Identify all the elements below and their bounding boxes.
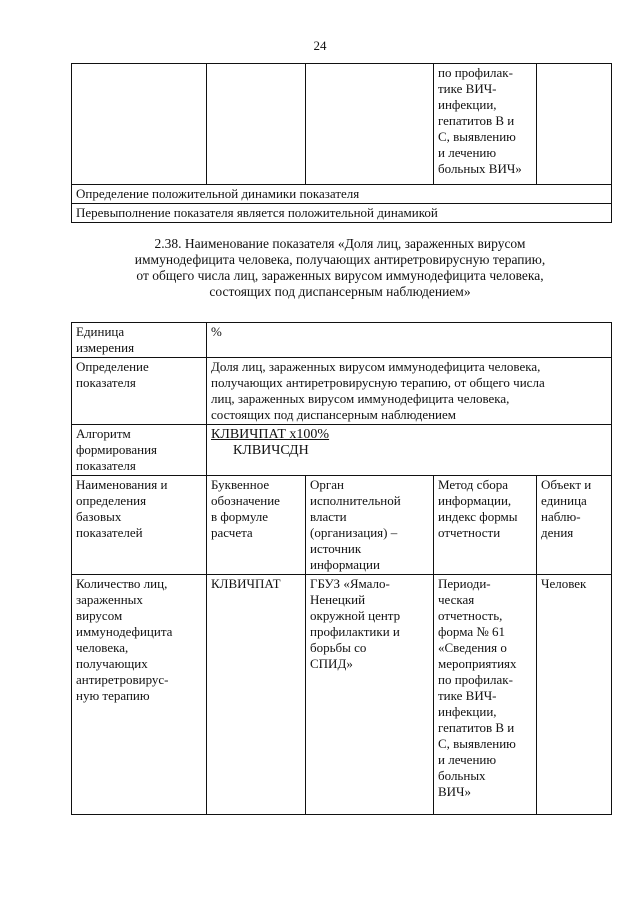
row-source: ГБУЗ «Ямало- Ненецкий окружной центр профилактики и борьбы со СПИД» xyxy=(306,575,434,815)
dynamics-label: Определение положительной динамики показателя xyxy=(72,185,612,204)
row-method: Периоди- ческая отчетность, форма № 61 «Сведения о мероприятиях по профилак- тике ВИЧ- инфекции, гепатитов В и С, выявлению и лечению больных ВИЧ» xyxy=(434,575,537,815)
unit-label: Единица измерения xyxy=(72,323,207,358)
definition-label: Определение показателя xyxy=(72,358,207,425)
header-object: Объект и единица наблю- дения xyxy=(537,476,612,575)
indicator-table xyxy=(71,322,612,815)
row-letter-code: КЛВИЧПАТ xyxy=(207,575,306,815)
section-heading: 2.38. Наименование показателя «Доля лиц, зараженных вирусом иммунодефицита человека, получающих антиретровирусную терапию, от общего числа лиц, зараженных вирусом иммунодефицита человека, состоящих под диспансерным наблюдением» xyxy=(134,236,546,299)
formula-denominator: КЛВИЧСДН xyxy=(233,443,309,458)
row-indicator-name: Количество лиц, зараженных вирусом иммунодефицита человека, получающих антиретровирус- ную терапию xyxy=(72,575,207,815)
empty-cell xyxy=(537,64,612,185)
algorithm-label: Алгоритм формирования показателя xyxy=(72,425,207,476)
row-object: Человек xyxy=(537,575,612,815)
dynamics-value: Перевыполнение показателя является положительной динамикой xyxy=(72,204,612,223)
header-source: Орган исполнительной власти (организация) – источник информации xyxy=(306,476,434,575)
header-letter-code: Буквенное обозначение в формуле расчета xyxy=(207,476,306,575)
definition-value: Доля лиц, зараженных вирусом иммунодефицита человека, получающих антиретровирусную терапию, от общего числа лиц, зараженных вирусом иммунодефицита человека, состоящих под диспансерным наблюдением xyxy=(207,358,612,425)
formula-numerator: КЛВИЧПАТ x100% xyxy=(211,427,330,442)
formula xyxy=(207,425,612,476)
empty-cell xyxy=(72,64,207,185)
header-base-indicators: Наименования и определения базовых показателей xyxy=(72,476,207,575)
empty-cell xyxy=(306,64,434,185)
continued-method-cell: по профилак- тике ВИЧ- инфекции, гепатитов В и С, выявлению и лечению больных ВИЧ» xyxy=(434,64,537,185)
page-number: 24 xyxy=(313,38,327,53)
empty-cell xyxy=(207,64,306,185)
unit-value: % xyxy=(207,323,612,358)
continued-table xyxy=(71,63,612,223)
header-method: Метод сбора информации, индекс формы отчетности xyxy=(434,476,537,575)
